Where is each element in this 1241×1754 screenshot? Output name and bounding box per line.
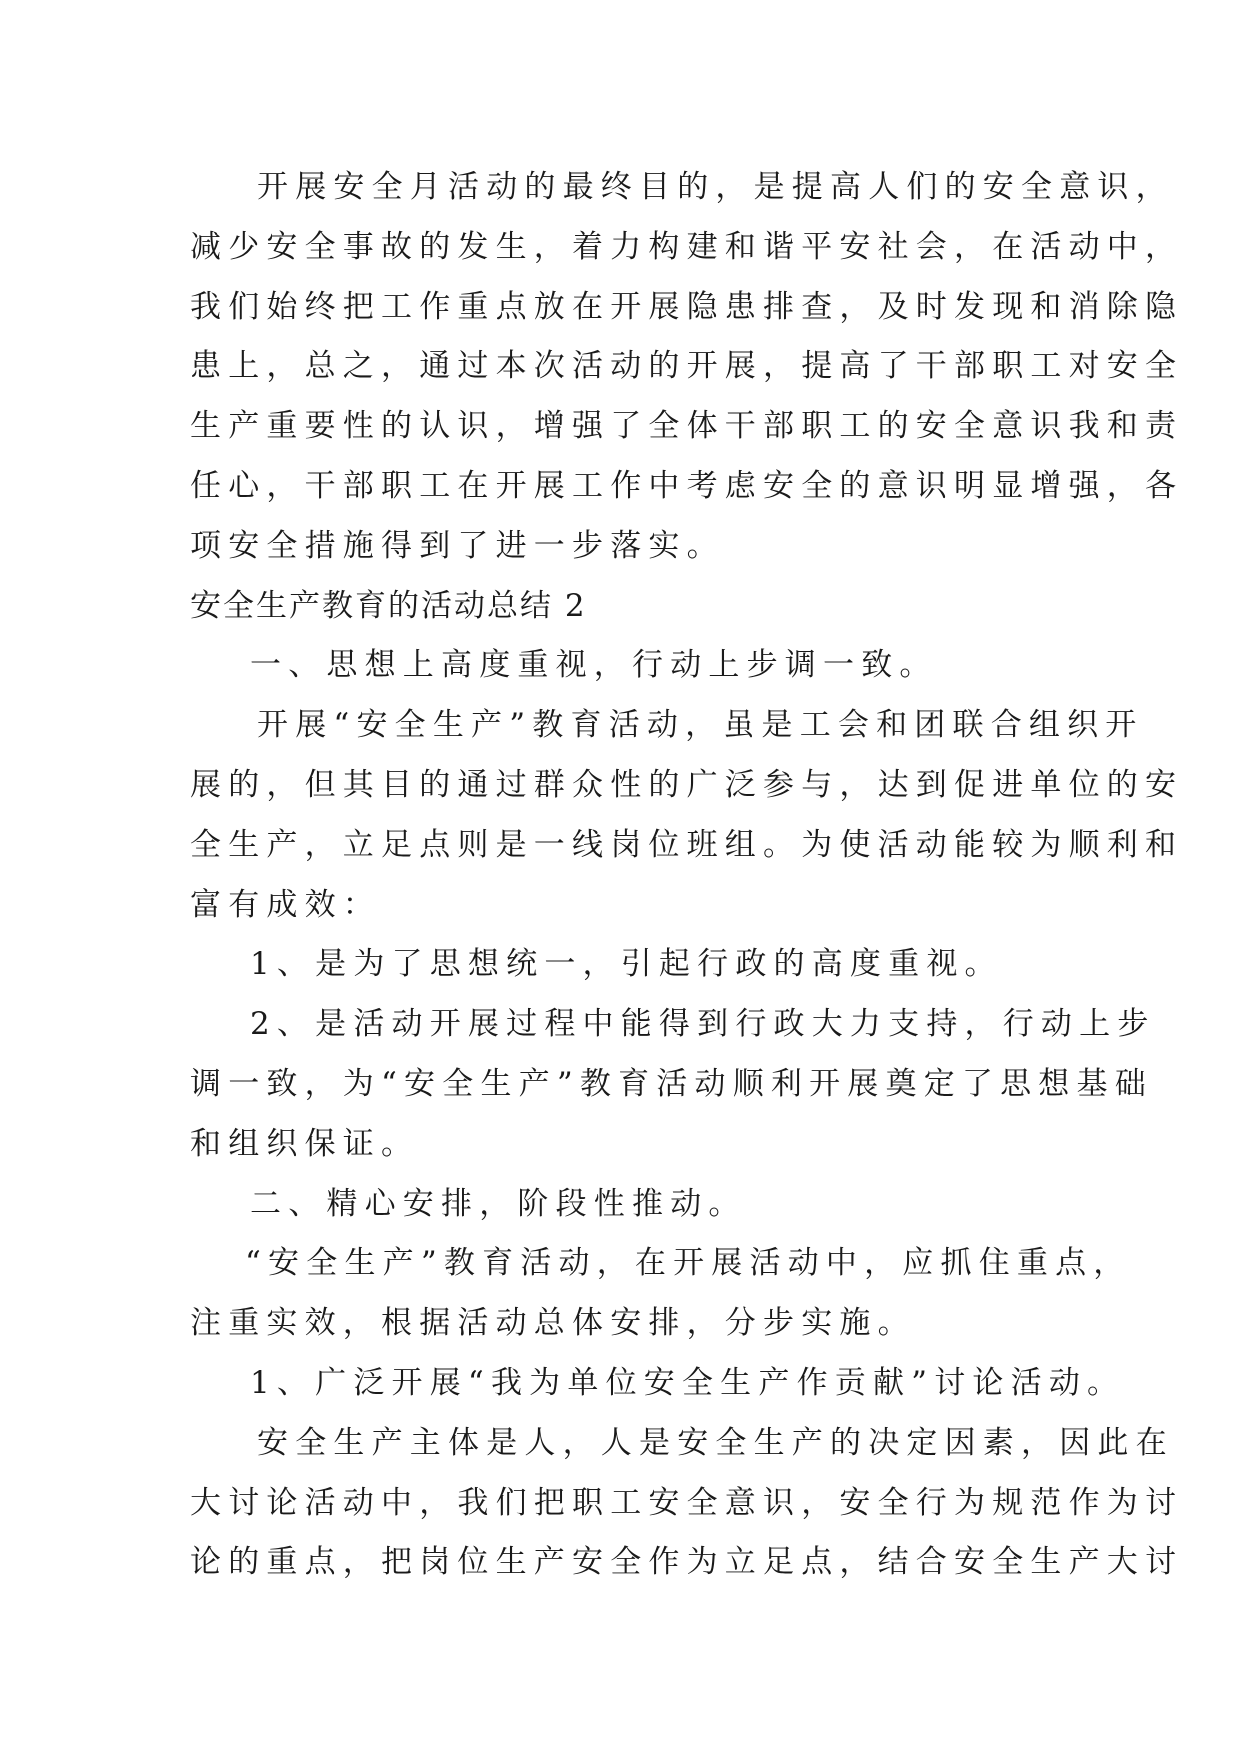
- paragraph-line: 减少安全事故的发生，着力构建和谐平安社会，在活动中，: [190, 228, 1184, 265]
- paragraph-line: 项安全措施得到了进一步落实。: [190, 527, 725, 564]
- paragraph-line: 安全生产主体是人，人是安全生产的决定因素，因此在: [257, 1424, 1174, 1461]
- paragraph-line: 任心，干部职工在开展工作中考虑安全的意识明显增强，各: [190, 467, 1184, 504]
- paragraph-line: “安全生产”教育活动，在开展活动中，应抓住重点，: [245, 1245, 1132, 1282]
- subheading-line: 二、精心安排，阶段性推动。: [250, 1185, 747, 1222]
- paragraph-line: 大讨论活动中，我们把职工安全意识，安全行为规范作为讨: [190, 1484, 1184, 1521]
- document-body: [190, 158, 1184, 1593]
- paragraph-line: 调一致，为“安全生产”教育活动顺利开展奠定了思想基础: [190, 1065, 1153, 1102]
- list-item-line: 1、是为了思想统一，引起行政的高度重视。: [250, 946, 1003, 983]
- paragraph-line: 生产重要性的认识，增强了全体干部职工的安全意识我和责: [190, 408, 1184, 445]
- paragraph-line: 展的，但其目的通过群众性的广泛参与，达到促进单位的安: [190, 766, 1184, 803]
- paragraph-line: 开展“安全生产”教育活动，虽是工会和团联合组织开: [257, 707, 1144, 744]
- paragraph-line: 全生产，立足点则是一线岗位班组。为使活动能较为顺利和: [190, 826, 1184, 863]
- paragraph-line: 富有成效：: [190, 886, 381, 923]
- section-heading: 安全生产教育的活动总结 2: [190, 587, 587, 624]
- paragraph-line: 开展安全月活动的最终目的，是提高人们的安全意识，: [257, 169, 1174, 205]
- paragraph-line: 患上，总之，通过本次活动的开展，提高了干部职工对安全: [190, 348, 1184, 385]
- paragraph-line: 注重实效，根据活动总体安排，分步实施。: [190, 1305, 916, 1342]
- subheading-line: 一、思想上高度重视，行动上步调一致。: [250, 647, 938, 684]
- list-item-line: 1、广泛开展“我为单位安全生产作贡献”讨论活动。: [250, 1364, 1126, 1401]
- paragraph-line: 我们始终把工作重点放在开展隐患排查，及时发现和消除隐: [190, 288, 1184, 325]
- paragraph-line: 论的重点，把岗位生产安全作为立足点，结合安全生产大讨: [190, 1544, 1184, 1581]
- paragraph-line: 和组织保证。: [190, 1125, 420, 1162]
- list-item-line: 2、是活动开展过程中能得到行政大力支持，行动上步: [250, 1006, 1156, 1043]
